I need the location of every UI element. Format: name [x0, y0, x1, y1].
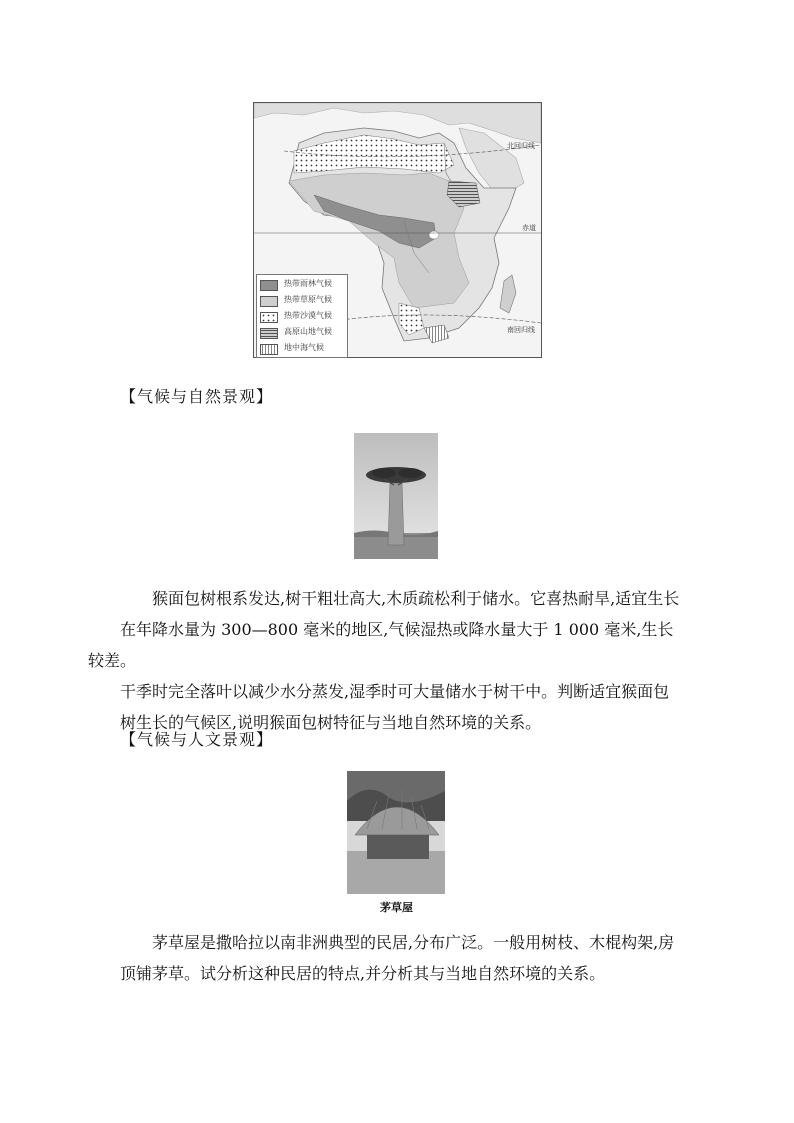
legend-label: 高原山地气候 — [284, 327, 332, 336]
legend-item — [260, 293, 346, 307]
legend-item — [260, 309, 346, 323]
hut-caption: 茅草屋 — [380, 901, 413, 914]
baobab-tree-image — [354, 433, 438, 559]
map-legend — [256, 274, 348, 358]
thatched-hut-image — [347, 771, 445, 894]
paragraph-line: 猴面包树根系发达,树干粗壮高大,木质疏松利于储水。它喜热耐旱,适宜生长 — [152, 589, 680, 608]
legend-label: 热带雨林气候 — [284, 279, 332, 288]
section-heading-culture: 【气候与人文景观】 — [120, 730, 274, 749]
legend-swatch — [260, 296, 278, 307]
equator-label: 赤道 — [522, 224, 536, 232]
paragraph-line: 干季时完全落叶以减少水分蒸发,湿季时可大量储水于树干中。判断适宜猴面包 — [120, 682, 670, 701]
baobab-tree-photo — [354, 433, 438, 559]
legend-swatch — [260, 328, 278, 339]
hut-paragraph — [120, 927, 680, 989]
legend-label: 地中海气候 — [284, 343, 324, 352]
paragraph-line: 茅草屋是撒哈拉以南非洲典型的民居,分布广泛。一般用树枝、木棍构架,房 — [152, 933, 675, 952]
legend-item — [260, 325, 346, 339]
paragraph-line: 树生长的气候区,说明猴面包树特征与当地自然环境的关系。 — [120, 713, 542, 732]
legend-label: 热带沙漠气候 — [284, 311, 332, 320]
tropic-of-capricorn-label: 南回归线 — [507, 326, 535, 334]
legend-item — [260, 341, 346, 355]
legend-label: 热带草原气候 — [284, 295, 332, 304]
paragraph-line: 在年降水量为 300—800 毫米的地区,气候湿热或降水量大于 1 000 毫米,生长较差。 — [88, 620, 674, 670]
paragraph-line: 顶铺茅草。试分析这种民居的特点,并分析其与当地自然环境的关系。 — [120, 964, 606, 983]
baobab-paragraph — [88, 583, 680, 738]
legend-swatch — [260, 312, 278, 323]
legend-swatch — [260, 280, 278, 291]
legend-item — [260, 277, 346, 291]
legend-swatch — [260, 344, 278, 355]
tropic-of-cancer-label: 北回归线 — [507, 142, 535, 150]
thatched-hut-photo — [347, 771, 445, 894]
section-heading-nature: 【气候与自然景观】 — [120, 387, 274, 406]
